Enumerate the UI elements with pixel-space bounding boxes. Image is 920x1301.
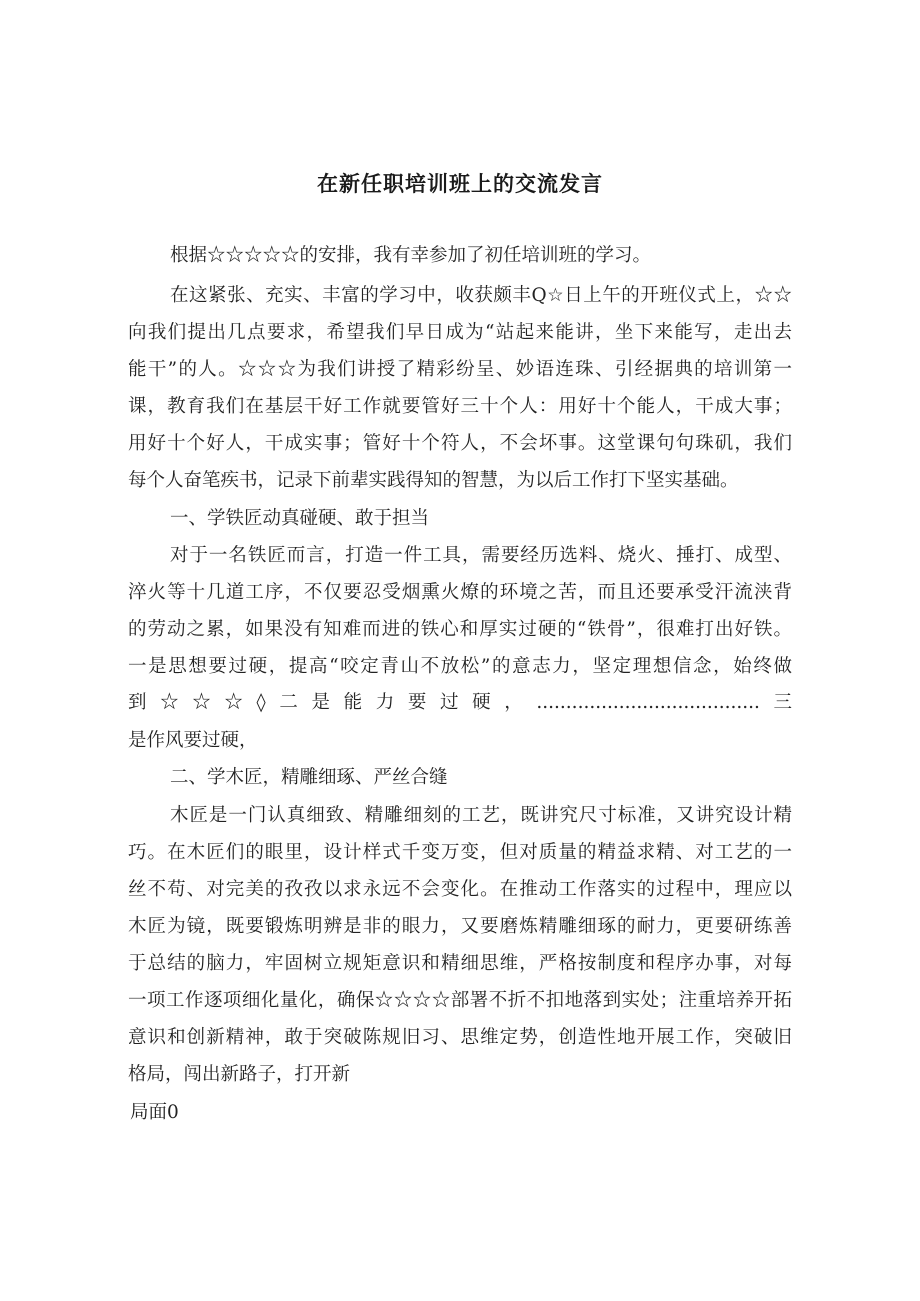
text-line: 一项工作逐项细化量化，确保☆☆☆☆部署不折不扣地落到实处；注重培养开拓 [128, 990, 792, 1011]
text-line: 一是思想要过硬，提高“咬定青山不放松”的意志力，坚定理想信念，始终做 [128, 656, 792, 677]
text-line: 的劳动之累，如果没有知难而进的铁心和厚实过硬的“铁骨”，很难打出好铁。 [128, 619, 792, 640]
text-line: 格局，闯出新路子，打开新 [128, 1064, 351, 1085]
text-line: 对于一名铁匠而言，打造一件工具，需要经历选料、烧火、捶打、成型、 [170, 545, 792, 566]
text-line: 于总结的脑力，牢固树立规矩意识和精细思维，严格按制度和程序办事，对每 [128, 953, 792, 974]
text-line: 木匠为镜，既要锻炼明辨是非的眼力，又要磨炼精雕细琢的耐力，更要研练善 [128, 916, 792, 937]
text-line: 向我们提出几点要求，希望我们早日成为“站起来能讲，坐下来能写，走出去 [128, 322, 792, 343]
text-line: 局面0 [130, 1102, 179, 1123]
text-line: 根据☆☆☆☆☆的安排，我有幸参加了初任培训班的学习。 [170, 245, 652, 266]
text-line: 巧。在木匠们的眼里，设计样式千变万变，但对质量的精益求精、对工艺的一 [128, 842, 792, 863]
section-heading: 一、学铁匠动真碰硬、敢于担当 [170, 508, 430, 529]
text-line: 到☆☆☆◊二是能力要过硬，......................................三 [128, 692, 792, 713]
text-line: 每个人奋笔疾书，记录下前辈实践得知的智慧，为以后工作打下坚实基础。 [128, 470, 739, 491]
text-line: 木匠是一门认真细致、精雕细刻的工艺，既讲究尺寸标准，又讲究设计精 [170, 805, 792, 826]
text-line: 用好十个好人，干成实事；管好十个符人，不会坏事。这堂课句句珠矶，我们 [128, 433, 792, 454]
text-line: 是作风要过硬， [128, 730, 258, 751]
text-line: 能干”的人。☆☆☆为我们讲授了精彩纷呈、妙语连珠、引经据典的培训第一 [128, 359, 792, 380]
text-line: 课，教育我们在基层干好工作就要管好三十个人：用好十个能人，干成大事； [128, 396, 792, 417]
text-line: 在这紧张、充实、丰富的学习中，收获颇丰Q☆日上午的开班仪式上，☆☆ [170, 285, 792, 306]
document-title: 在新任职培训班上的交流发言 [317, 172, 603, 196]
text-line: 意识和创新精神，敢于突破陈规旧习、思维定势，创造性地开展工作，突破旧 [128, 1027, 792, 1048]
section-heading: 二、学木匠，精雕细琢、严丝合缝 [170, 767, 448, 788]
text-line: 淬火等十几道工序，不仅要忍受烟熏火燎的环境之苦，而且还要承受汗流浃背 [128, 582, 792, 603]
text-line: 丝不苟、对完美的孜孜以求永远不会变化。在推动工作落实的过程中，理应以 [128, 879, 792, 900]
